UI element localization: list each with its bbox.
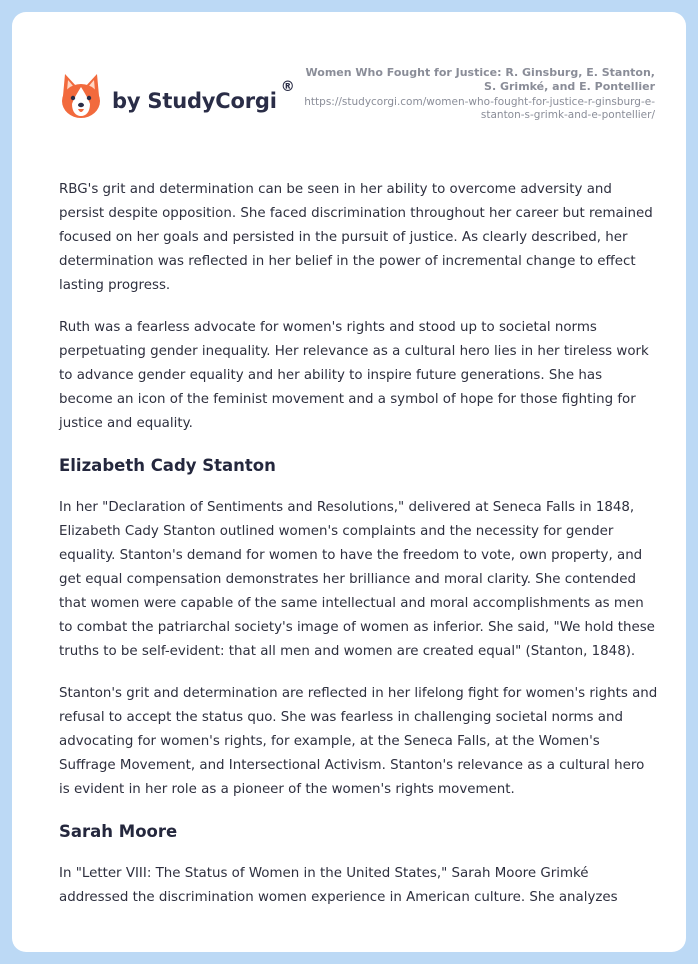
paragraph: RBG's grit and determination can be seen in her ability to overcome adversity and persist despite opposition. She faced discrimination throughout her career but remained focused on her goals and persisted in the pursuit of justice. As clearly described, her determination was reflected in her belief in the power of incremental change to effect lasting progress. xyxy=(59,182,653,293)
logo-wordmark: by StudyCorgi xyxy=(112,89,277,113)
essay-body xyxy=(59,178,659,928)
document-url[interactable]: https://studycorgi.com/women-who-fought-for-justice-r-ginsburg-e-stanton-s-grimk-and-e-pontellier/ xyxy=(304,96,655,121)
section-heading-stanton: Elizabeth Cady Stanton xyxy=(59,456,276,475)
paragraph: In her "Declaration of Sentiments and Resolutions," delivered at Seneca Falls in 1848, Elizabeth Cady Stanton outlined women's complaints and the necessity for gender equality. Stanton's demand for women to have the freedom to vote, own property, and get equal compensation demonstrates her brilliance and moral clarity. She contended that women were capable of the same intellectual and moral accomplishments as men to combat the patriarchal society's image of women as inferior. She said, "We hold these truths to be self-evident: that all men and women are created equal" (Stanton, 1848). xyxy=(59,500,655,659)
paragraph: Ruth was a fearless advocate for women's rights and stood up to societal norms perpetuating gender inequality. Her relevance as a cultural hero lies in her tireless work to advance gender equality and her ability to inspire future generations. She has become an icon of the feminist movement and a symbol of hope for those fighting for justice and equality. xyxy=(59,320,649,431)
document-title: Women Who Fought for Justice: R. Ginsburg, E. Stanton, S. Grimké, and E. Pontellier xyxy=(305,66,655,93)
corgi-logo-icon xyxy=(60,74,102,120)
page-header xyxy=(12,12,686,152)
document-meta xyxy=(295,66,655,122)
document-page xyxy=(12,12,686,952)
registered-mark: ® xyxy=(280,79,295,95)
section-heading-moore: Sarah Moore xyxy=(59,822,178,841)
studycorgi-logo[interactable] xyxy=(60,74,295,120)
paragraph: Stanton's grit and determination are reflected in her lifelong fight for women's rights and refusal to accept the status quo. She was fearless in challenging societal norms and advocating for women's rights, for example, at the Seneca Falls, at the Women's Suffrage Movement, and Intersectional Activism. Stanton's relevance as a cultural hero is evident in her role as a pioneer of the women's rights movement. xyxy=(59,686,658,797)
paragraph: In "Letter VIII: The Status of Women in the United States," Sarah Moore Grimké addressed the discrimination women experience in American culture. She analyzes xyxy=(59,866,618,905)
